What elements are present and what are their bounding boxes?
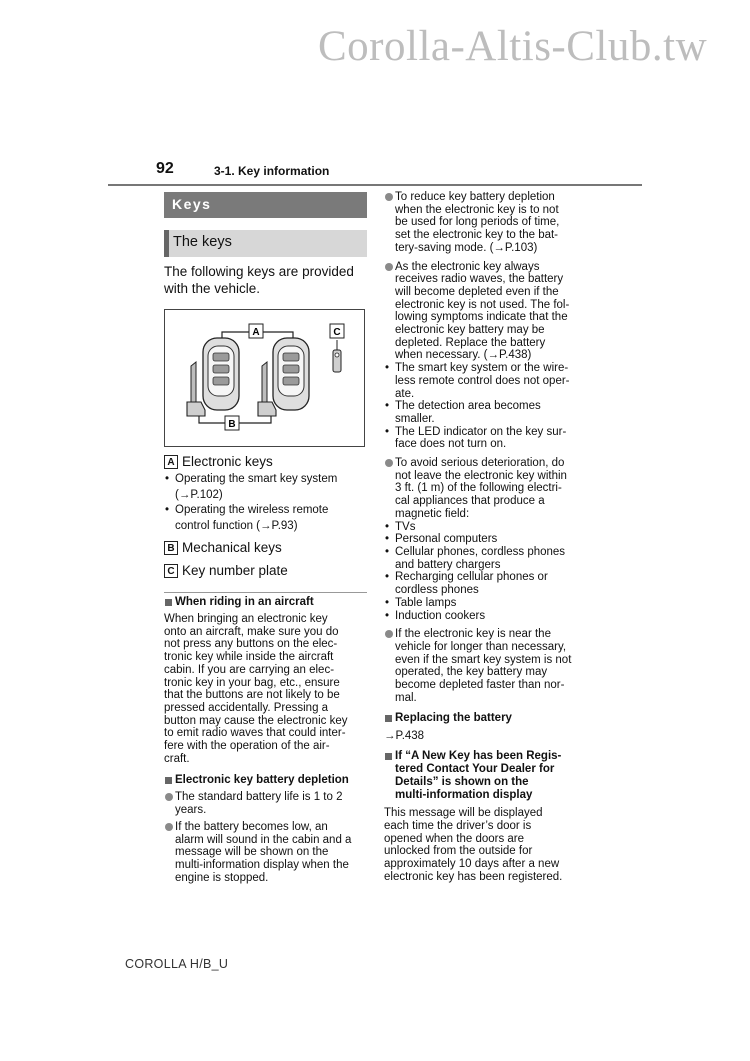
aircraft-text: When bringing an electronic key onto an aircraft, make sure you do not press any buttons on the elec- tronic key while inside the aircraft cabin. If you are carrying an elec- tronic key in your bag, etc., ensure that the buttons are not likely to be pressed accidentally. Pressing a button may cause the electronic key to emit radio waves that could inter- fere with the operation of the air- craft.	[164, 613, 348, 765]
new-key-heading: If “A New Key has been Regis- tered Contact Your Dealer for Details” is shown on the multi-information display	[384, 750, 590, 802]
figure-label-a: A	[252, 327, 260, 338]
keys-heading: Keys	[164, 192, 367, 218]
list-item: • The LED indicator on the key sur- face does not turn on.	[384, 426, 590, 451]
list-item: • Recharging cellular phones or cordless phones	[384, 571, 590, 596]
list-item: If the battery becomes low, an alarm will sound in the cabin and a message will be shown on the multi-information display when the engine is stopped.	[164, 821, 367, 885]
list-item: As the electronic key always receives radio waves, the battery will become depleted even if the electronic key is not used. The fol- lowing symptoms indicate that the electronic key battery may be depleted. Replace the battery when necessary. (→P.438)	[384, 261, 590, 363]
right-column	[384, 191, 590, 883]
page-header	[108, 158, 642, 186]
depletion-heading: Electronic key battery depletion	[164, 774, 367, 787]
section-label: 3-1. Key information	[214, 164, 330, 178]
intro-text: The following keys are provided with the vehicle.	[164, 264, 354, 296]
keys-legend	[164, 453, 367, 579]
legend-b-text: Mechanical keys	[182, 540, 282, 555]
watermark: Corolla-Altis-Club.tw	[318, 23, 708, 70]
list-item: • Operating the smart key system (→P.102)	[164, 472, 367, 503]
electronic-key-icon	[273, 338, 309, 410]
legend-a-text: Electronic keys	[182, 454, 273, 469]
label-c: C	[164, 564, 178, 578]
replacing-battery-heading: Replacing the battery	[384, 712, 590, 725]
list-item: The standard battery life is 1 to 2 years.	[164, 791, 367, 816]
legend-c	[164, 562, 367, 579]
appliance-list	[384, 521, 590, 623]
keys-drawing	[165, 310, 366, 448]
the-keys-heading: The keys	[164, 230, 367, 257]
list-item: To avoid serious deterioration, do not leave the electronic key within 3 ft. (1 m) of the following electri- cal appliances that produce a magnetic field:	[384, 457, 590, 521]
label-b: B	[164, 541, 178, 555]
legend-b	[164, 539, 367, 556]
list-item: • Cellular phones, cordless phones and battery chargers	[384, 546, 590, 571]
figure-label-c: C	[333, 327, 341, 338]
key-number-plate-icon	[333, 340, 341, 372]
list-item: • Operating the wireless remote control function (→P.93)	[164, 503, 367, 534]
label-a: A	[164, 455, 178, 469]
list-item: To reduce key battery depletion when the electronic key is to not be used for long periods of time, set the electronic key to the bat- tery-saving mode. (→P.103)	[384, 191, 590, 255]
electronic-key-uses	[164, 472, 367, 534]
list-item: • Table lamps	[384, 597, 590, 610]
footer-model: COROLLA H/B_U	[125, 957, 229, 971]
aircraft-heading: When riding in an aircraft	[164, 592, 367, 609]
mechanical-key-icon	[187, 362, 205, 416]
left-column	[164, 192, 367, 884]
replacing-battery-ref: →P.438	[384, 730, 425, 743]
electronic-key-icon	[203, 338, 239, 410]
list-item: If the electronic key is near the vehicle for longer than necessary, even if the smart key system is not operated, the key battery may become depleted faster than nor- mal.	[384, 628, 590, 704]
new-key-text: This message will be displayed each time the driver’s door is opened when the doors are unlocked from the outside for approximately 10 days after a new electronic key has been registered.	[384, 807, 563, 883]
list-item: • The detection area becomes smaller.	[384, 400, 590, 425]
legend-a	[164, 453, 367, 470]
list-item: • Induction cookers	[384, 610, 590, 623]
page-number: 92	[156, 160, 174, 177]
keys-illustration	[164, 309, 365, 447]
list-item: • The smart key system or the wire- less remote control does not oper- ate.	[384, 362, 590, 400]
figure-label-b: B	[228, 419, 236, 430]
list-item: • TVs	[384, 521, 590, 534]
list-item: • Personal computers	[384, 533, 590, 546]
legend-c-text: Key number plate	[182, 563, 288, 578]
symptom-list	[384, 362, 590, 451]
